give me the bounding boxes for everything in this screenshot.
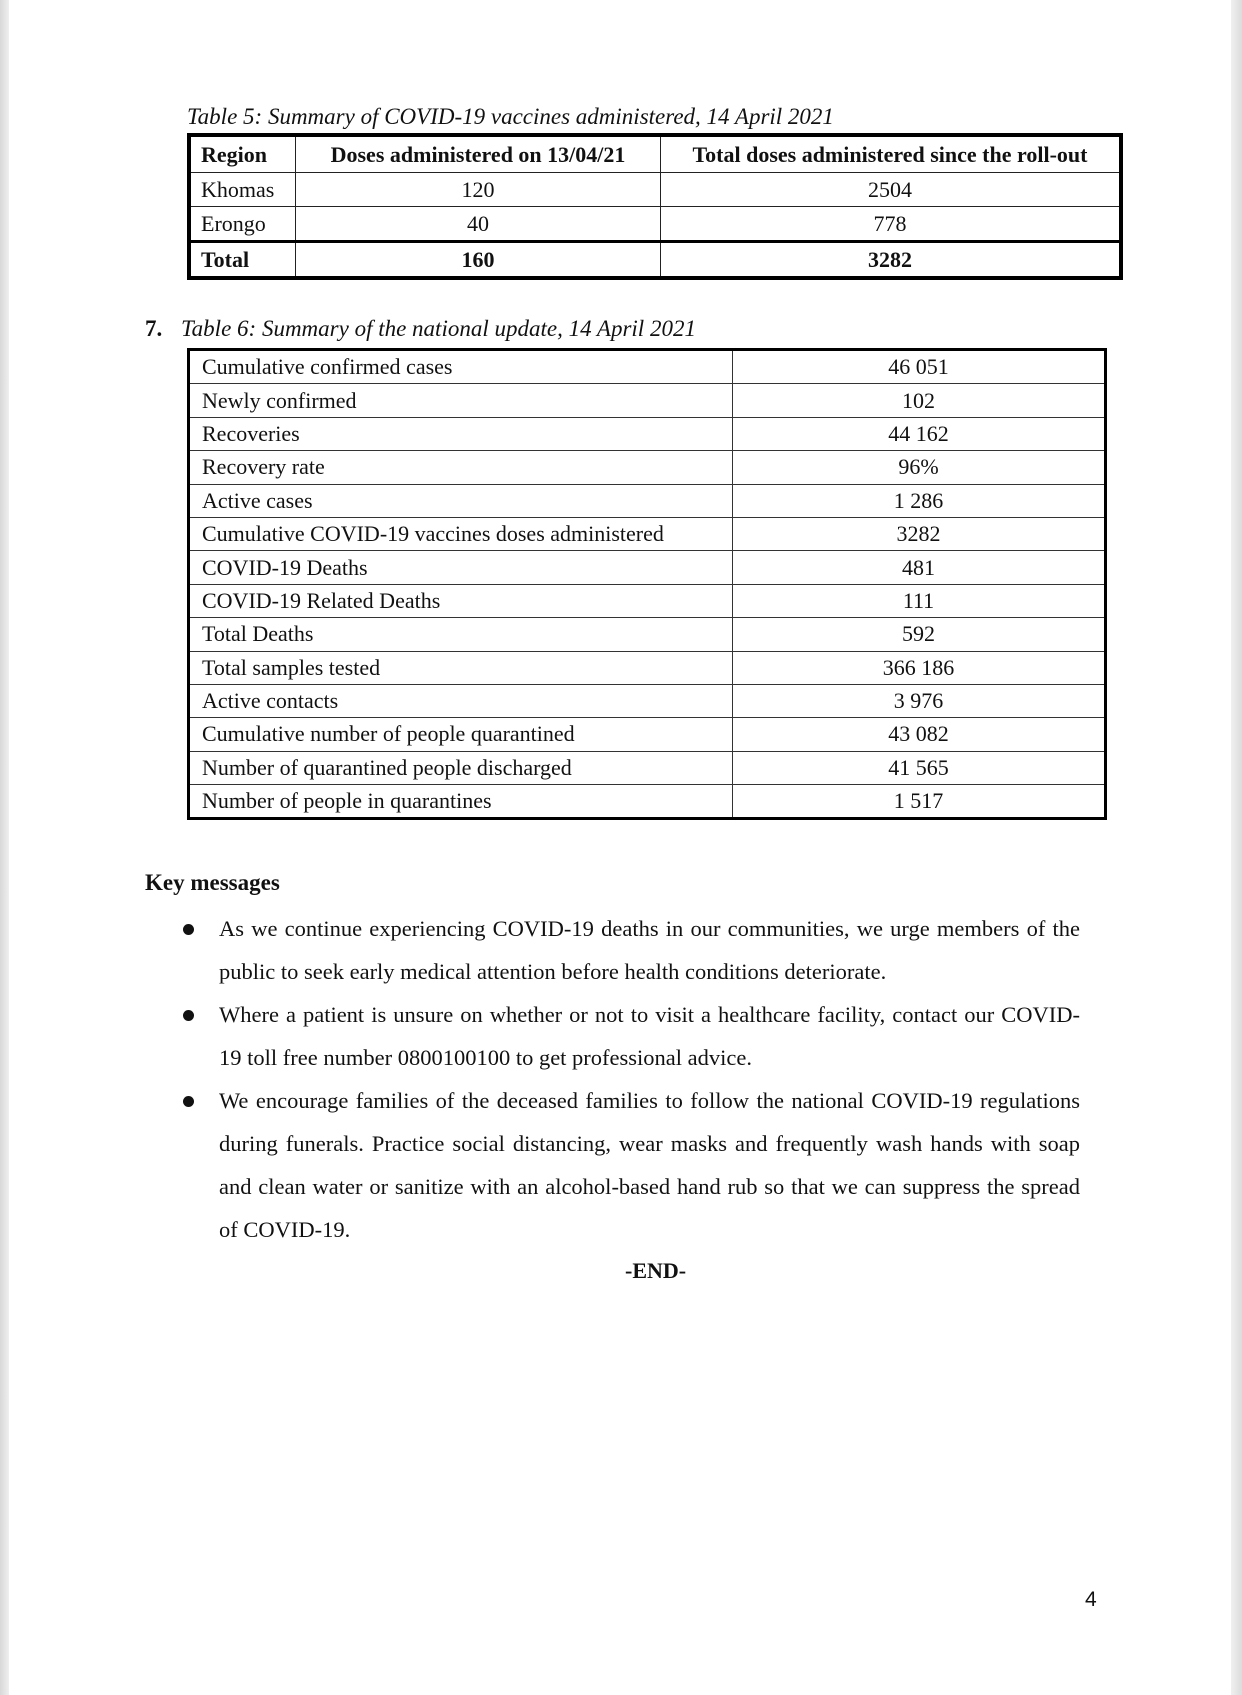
message-text: As we continue experiencing COVID-19 deaths in our communities, we urge members of the public to seek early medical attention before health conditions deteriorate. — [219, 916, 1080, 984]
table-row — [189, 785, 1106, 819]
bullet-icon — [183, 924, 194, 935]
metric-label: Number of quarantined people discharged — [189, 751, 733, 784]
column-header-region: Region — [189, 135, 296, 173]
metric-value: 1 286 — [733, 484, 1106, 517]
metric-label: Cumulative confirmed cases — [189, 350, 733, 384]
section-number: 7. — [145, 316, 163, 341]
table-row — [189, 584, 1106, 617]
bullet-icon — [183, 1010, 194, 1021]
metric-label: Total Deaths — [189, 618, 733, 651]
table6-caption: Table 6: Summary of the national update, 14 April 2021 — [181, 316, 696, 341]
key-messages-heading: Key messages — [145, 870, 280, 895]
metric-value: 44 162 — [733, 417, 1106, 450]
total-doses-day: 160 — [296, 242, 661, 279]
metric-value: 3 976 — [733, 684, 1106, 717]
metric-value: 481 — [733, 551, 1106, 584]
end-marker: -END- — [625, 1258, 687, 1283]
doses-day-cell: 40 — [296, 207, 661, 242]
doses-day-cell: 120 — [296, 173, 661, 207]
total-row — [189, 242, 1121, 279]
metric-value: 592 — [733, 618, 1106, 651]
key-messages-list — [180, 907, 1080, 1251]
total-doses-cell: 2504 — [661, 173, 1122, 207]
table-row — [189, 551, 1106, 584]
table-row — [189, 684, 1106, 717]
metric-value: 96% — [733, 451, 1106, 484]
national-update-table — [187, 348, 1107, 820]
total-label: Total — [189, 242, 296, 279]
region-cell: Erongo — [189, 207, 296, 242]
metric-label: Recovery rate — [189, 451, 733, 484]
metric-label: COVID-19 Related Deaths — [189, 584, 733, 617]
list-item — [180, 1079, 1080, 1251]
table5-caption: Table 5: Summary of COVID-19 vaccines administered, 14 April 2021 — [187, 104, 834, 129]
table-row — [189, 718, 1106, 751]
metric-value: 43 082 — [733, 718, 1106, 751]
table-row — [189, 618, 1106, 651]
vaccines-table — [187, 133, 1123, 280]
metric-value: 1 517 — [733, 785, 1106, 819]
metric-label: Active cases — [189, 484, 733, 517]
page-number: 4 — [1085, 1588, 1097, 1611]
table-row — [189, 517, 1106, 550]
metric-label: Total samples tested — [189, 651, 733, 684]
table-row — [189, 451, 1106, 484]
metric-label: Cumulative COVID-19 vaccines doses administered — [189, 517, 733, 550]
total-doses-all: 3282 — [661, 242, 1122, 279]
list-item — [180, 907, 1080, 993]
table-row — [189, 384, 1106, 417]
table-row — [189, 173, 1121, 207]
table-row — [189, 651, 1106, 684]
total-doses-cell: 778 — [661, 207, 1122, 242]
metric-value: 366 186 — [733, 651, 1106, 684]
table-row — [189, 751, 1106, 784]
metric-value: 46 051 — [733, 350, 1106, 384]
table-row — [189, 350, 1106, 384]
metric-label: Number of people in quarantines — [189, 785, 733, 819]
metric-label: Newly confirmed — [189, 384, 733, 417]
message-text: We encourage families of the deceased families to follow the national COVID-19 regulations during funerals. Practice social distancing, wear masks and frequently wash hands with soap and clean water or sanitize with an alcohol-based hand rub so that we can suppress the spread of COVID-19. — [219, 1088, 1080, 1242]
metric-label: Cumulative number of people quarantined — [189, 718, 733, 751]
metric-label: Recoveries — [189, 417, 733, 450]
viewer-edge-right — [1231, 0, 1242, 1695]
column-header-doses-day: Doses administered on 13/04/21 — [296, 135, 661, 173]
metric-value: 102 — [733, 384, 1106, 417]
table-row — [189, 207, 1121, 242]
column-header-total-doses: Total doses administered since the roll-out — [661, 135, 1122, 173]
region-cell: Khomas — [189, 173, 296, 207]
metric-value: 3282 — [733, 517, 1106, 550]
table-row — [189, 484, 1106, 517]
metric-value: 111 — [733, 584, 1106, 617]
table-row — [189, 417, 1106, 450]
list-item — [180, 993, 1080, 1079]
bullet-icon — [183, 1096, 194, 1107]
metric-value: 41 565 — [733, 751, 1106, 784]
message-text: Where a patient is unsure on whether or not to visit a healthcare facility, contact our COVID-19 toll free number 0800100100 to get professional advice. — [219, 1002, 1080, 1070]
table-header-row — [189, 135, 1121, 173]
viewer-edge-left — [0, 0, 9, 1695]
metric-label: COVID-19 Deaths — [189, 551, 733, 584]
metric-label: Active contacts — [189, 684, 733, 717]
